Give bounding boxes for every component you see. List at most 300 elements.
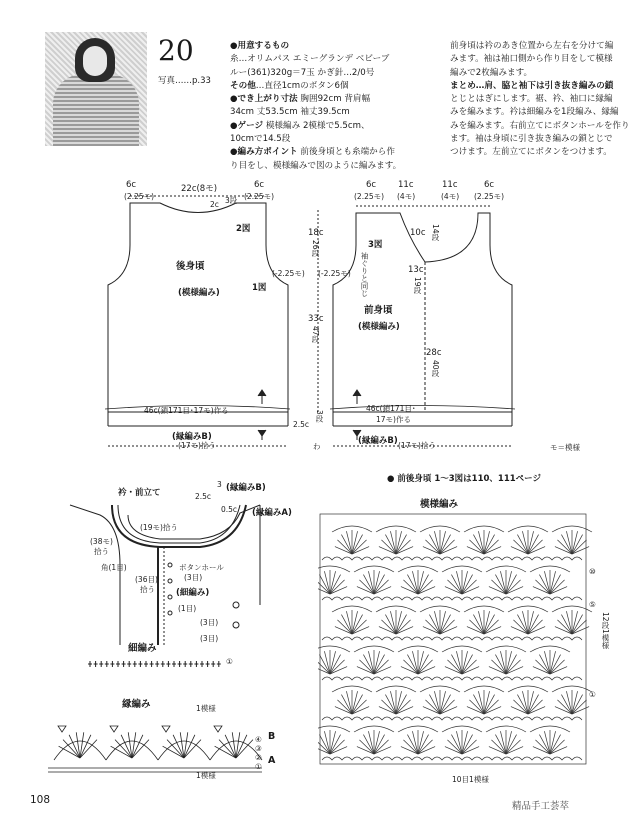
chart-fan-stitch xyxy=(522,531,528,554)
chart-fan-stitch xyxy=(445,587,462,594)
chart-fan-stitch xyxy=(528,700,543,714)
chart-fan-stitch xyxy=(418,667,435,674)
collar-r3: (3目) xyxy=(200,618,219,627)
chart-chain-row xyxy=(322,557,582,560)
chart-fan-stitch xyxy=(566,611,572,634)
chart-fan-stitch xyxy=(478,611,484,634)
front-same: 袖ぐりと同じ xyxy=(360,252,369,297)
chart-fan-stitch xyxy=(469,540,484,554)
points-text-2: り目をし、模様編みで図のように編みます。 xyxy=(230,160,402,171)
chart-fan-stitch xyxy=(462,655,473,674)
chart-fan-stitch xyxy=(423,627,440,634)
points-label: ●編み方ポイント xyxy=(230,147,298,158)
chart-fan-stitch xyxy=(451,655,462,674)
chart-fan-stitch xyxy=(572,691,578,714)
chart-fan-stitch xyxy=(447,660,462,674)
chart-fan-stitch xyxy=(440,615,451,634)
chart-fan-stitch xyxy=(418,747,435,754)
chart-fan-stitch xyxy=(346,611,352,634)
chart-fan-stitch xyxy=(484,540,499,554)
chart-row-marker: ⑤ xyxy=(589,600,596,609)
chart-fan-stitch xyxy=(385,615,396,634)
chart-fan-stitch xyxy=(462,731,468,754)
chart-fan-stitch xyxy=(467,547,484,554)
chart-fan-stitch xyxy=(456,651,462,674)
chart-fan-stitch xyxy=(506,651,512,674)
chart-fan-stitch xyxy=(561,695,572,714)
chart-fan-stitch xyxy=(517,535,528,554)
chart-chain-row xyxy=(322,717,582,720)
gauge-label: ●ゲージ xyxy=(230,120,264,131)
chart-fan-stitch xyxy=(352,627,369,634)
front-top-mid2-sub: (4モ) xyxy=(441,192,460,201)
chart-fan-stitch xyxy=(363,735,374,754)
chart-row-marker: ⑩ xyxy=(589,567,596,576)
chart-fan-stitch xyxy=(513,540,528,554)
chart-fan-stitch xyxy=(550,731,556,754)
sc-title: 細編み xyxy=(128,643,157,654)
chart-fan-stitch xyxy=(346,531,352,554)
chart-fan-stitch xyxy=(440,535,451,554)
chart-fan-stitch xyxy=(495,575,506,594)
chart-fan-stitch xyxy=(396,695,407,714)
edging-picot xyxy=(214,726,222,732)
chart-fan-stitch xyxy=(506,575,517,594)
edging-picot xyxy=(110,726,118,732)
chart-fan-stitch xyxy=(357,587,374,594)
edging-row: ② xyxy=(255,753,262,762)
chart-fan-stitch xyxy=(506,571,512,594)
instructions-line: みを編みます。衿は細編みを1段編み、縁編 xyxy=(450,107,619,118)
collar-edge-a: (縁編みA) xyxy=(252,508,292,518)
chart-fan-stitch xyxy=(484,627,501,634)
chart-fan-stitch xyxy=(330,575,341,594)
chart-fan-stitch xyxy=(528,627,545,634)
front-side: (-2.25モ) xyxy=(318,269,351,278)
chart-fan-stitch xyxy=(513,620,528,634)
front-body-outline xyxy=(333,213,512,412)
chart-fan-stitch xyxy=(491,660,506,674)
chart-fan-stitch xyxy=(418,571,424,594)
materials-other-label: その他 xyxy=(230,80,256,91)
chart-chain-row xyxy=(322,677,582,680)
chart-fan-stitch xyxy=(396,531,402,554)
chart-fan-stitch xyxy=(429,615,440,634)
chart-fan-stitch xyxy=(418,580,433,594)
chart-fan-stitch xyxy=(550,580,565,594)
chart-fan-stitch xyxy=(484,700,499,714)
chart-fan-stitch xyxy=(550,667,567,674)
chart-fan-stitch xyxy=(374,655,385,674)
chart-fan-stitch xyxy=(528,620,543,634)
chart-fan-stitch xyxy=(478,531,484,554)
chart-fan-stitch xyxy=(379,627,396,634)
chart-fan-stitch xyxy=(425,700,440,714)
front-fig3: 3図 xyxy=(368,240,383,250)
chart-fan-stitch xyxy=(352,540,367,554)
chart-fan-stitch xyxy=(489,587,506,594)
chart-fan-stitch xyxy=(535,660,550,674)
front-top-mid1: 11c xyxy=(398,180,414,190)
pattern-chart xyxy=(318,510,608,772)
chart-fan-stitch xyxy=(401,667,418,674)
edging-row: ① xyxy=(255,762,262,771)
back-edging: (縁編みB) xyxy=(172,432,212,442)
chart-fan-stitch xyxy=(572,695,583,714)
chart-fan-stitch xyxy=(451,575,462,594)
chart-fan-stitch xyxy=(352,615,363,634)
chart-fan-stitch xyxy=(418,660,433,674)
chart-fan-stitch xyxy=(434,691,440,714)
chart-fan-stitch xyxy=(528,707,545,714)
chart-fan-stitch xyxy=(506,667,523,674)
collar-r3b: (3目) xyxy=(200,634,219,643)
points-text: 前後身頃とも糸端から作 xyxy=(297,147,395,158)
chart-fan-stitch xyxy=(555,547,572,554)
size-text-2: 34cm 丈53.5cm 袖丈39.5cm xyxy=(230,107,350,118)
chart-fan-stitch xyxy=(363,575,374,594)
chart-fan-stitch xyxy=(550,735,561,754)
chart-fan-stitch xyxy=(396,707,413,714)
materials-heading: ●用意するもの xyxy=(230,41,290,51)
chart-fan-stitch xyxy=(572,540,587,554)
chart-fan-stitch xyxy=(352,531,358,554)
chart-fan-stitch xyxy=(484,615,495,634)
chart-fan-stitch xyxy=(330,571,336,594)
instructions-line: とじとはぎにします。裾、衿、袖口に縁編 xyxy=(450,94,613,105)
chart-fan-stitch xyxy=(396,627,413,634)
chart-fan-stitch xyxy=(352,611,358,634)
edging-repeat-top: 1模様 xyxy=(196,704,216,713)
instructions-line: ます。袖は身頃に引き抜き編みの鎖とじで xyxy=(450,134,613,145)
front-neck: 10c xyxy=(410,228,426,238)
front-cast-on-2: 17モ)作る xyxy=(376,415,411,424)
chart-fan-stitch xyxy=(469,700,484,714)
materials-other: …直径1cmのボタン6個 xyxy=(255,80,349,91)
figures-note: ● 前後身頃 1～3図は110、111ページ xyxy=(387,474,541,484)
front-top-mid1-sub: (4モ) xyxy=(397,192,416,201)
chart-fan-stitch xyxy=(357,667,374,674)
chart-fan-stitch xyxy=(528,535,539,554)
chart-fan-stitch xyxy=(440,700,455,714)
chart-fan-stitch xyxy=(412,731,418,754)
chart-fan-stitch xyxy=(440,540,455,554)
collar-pickup38: (38モ) xyxy=(90,537,113,546)
body-dim: 33c xyxy=(308,314,324,324)
edging-picot xyxy=(58,726,66,732)
chart-fan-stitch xyxy=(550,575,561,594)
chart-fan-stitch xyxy=(337,540,352,554)
chart-fan-stitch xyxy=(467,707,484,714)
front-stitch: (模様編み) xyxy=(358,322,400,332)
chart-fan-stitch xyxy=(535,740,550,754)
instructions-line: 編みで2枚編みます。 xyxy=(450,67,533,78)
chart-fan-stitch xyxy=(462,571,468,594)
chart-fan-stitch xyxy=(330,731,336,754)
chart-fan-stitch xyxy=(381,700,396,714)
chart-fan-stitch xyxy=(319,575,330,594)
chart-fan-stitch xyxy=(440,707,457,714)
chart-fan-stitch xyxy=(359,660,374,674)
chart-fan-stitch xyxy=(544,731,550,754)
chart-fan-stitch xyxy=(374,660,389,674)
chart-fan-stitch xyxy=(352,691,358,714)
chart-chain-row xyxy=(322,637,582,640)
edging-chart xyxy=(44,712,274,774)
chart-fan-stitch xyxy=(473,695,484,714)
chart-fan-stitch xyxy=(462,660,477,674)
chart-fan-stitch xyxy=(533,667,550,674)
chart-title: 模様編み xyxy=(420,499,459,510)
chart-fan-stitch xyxy=(572,531,578,554)
chart-fan-stitch xyxy=(456,731,462,754)
chart-fan-stitch xyxy=(407,655,418,674)
chart-fan-stitch xyxy=(550,747,567,754)
chart-fan-stitch xyxy=(385,535,396,554)
chart-fan-stitch xyxy=(544,571,550,594)
chart-fan-stitch xyxy=(418,651,424,674)
chart-fan-stitch xyxy=(330,740,345,754)
chart-row-marker: ① xyxy=(589,690,596,699)
chart-fan-stitch xyxy=(440,611,446,634)
chart-fan-stitch xyxy=(418,655,429,674)
chart-fan-stitch xyxy=(513,700,528,714)
front-13-rows: 19段 xyxy=(413,277,422,295)
chart-fan-stitch xyxy=(440,547,457,554)
chart-fan-arc xyxy=(318,566,350,572)
collar-r1: (1目) xyxy=(178,604,197,613)
chart-fan-stitch xyxy=(561,535,572,554)
size-text: 胸囲92cm 背肩幅 xyxy=(297,94,371,105)
chart-fan-stitch xyxy=(374,571,380,594)
chart-fan-stitch xyxy=(341,535,352,554)
sc-row-number: ① xyxy=(226,657,233,666)
chart-fan-stitch xyxy=(528,547,545,554)
back-top-right: 6c xyxy=(254,180,265,190)
chart-fan-stitch xyxy=(324,731,330,754)
chart-fan-stitch xyxy=(469,620,484,634)
chart-fan-stitch xyxy=(528,615,539,634)
materials-yarn: 糸…オリムパス エミーグランデ ベビーブ xyxy=(230,54,390,65)
front-title: 前身頃 xyxy=(364,305,393,316)
chart-fan-stitch xyxy=(550,655,561,674)
chart-fan-stitch xyxy=(456,571,462,594)
chart-fan-stitch xyxy=(484,620,499,634)
collar-buttonhole: ボタンホール xyxy=(179,563,224,572)
chart-fan-stitch xyxy=(473,535,484,554)
chart-fan-stitch xyxy=(440,695,451,714)
edging-label-a: A xyxy=(268,755,276,766)
front-cast-on: 46c(鎖171目･ xyxy=(366,404,416,413)
chart-fan-stitch xyxy=(403,660,418,674)
front-top-mid2: 11c xyxy=(442,180,458,190)
chart-fan-stitch xyxy=(324,651,330,674)
collar-pickup36: (36目) xyxy=(135,575,158,584)
chart-fan-stitch xyxy=(517,695,528,714)
chart-fan-stitch xyxy=(462,587,479,594)
chart-fan-stitch xyxy=(566,531,572,554)
chart-fan-stitch xyxy=(335,627,352,634)
chart-fan-stitch xyxy=(484,691,490,714)
chart-fan-stitch xyxy=(491,740,506,754)
chart-fan-stitch xyxy=(495,735,506,754)
chart-fan-stitch xyxy=(445,667,462,674)
chart-fan-stitch xyxy=(425,540,440,554)
chart-fan-stitch xyxy=(330,655,341,674)
chart-fan-stitch xyxy=(390,531,396,554)
chart-fan-stitch xyxy=(418,731,424,754)
gauge-text-2: 10cmで14.5段 xyxy=(230,134,291,145)
materials-yarn-2: ルー(361)320g＝7玉 かぎ針…2/0号 xyxy=(230,67,375,78)
chart-fan-stitch xyxy=(352,535,363,554)
chart-fan-stitch xyxy=(462,735,473,754)
chart-fan-stitch xyxy=(506,655,517,674)
chart-fan-stitch xyxy=(352,695,363,714)
back-title: 後身頃 xyxy=(176,261,205,272)
chart-fan-stitch xyxy=(451,735,462,754)
instructions-line: まとめ…肩、脇と袖下は引き抜き編みの鎖 xyxy=(450,80,614,91)
chart-fan-stitch xyxy=(396,691,402,714)
chart-fan-stitch xyxy=(491,580,506,594)
chart-fan-stitch xyxy=(352,700,367,714)
photo-reference: 写真……p.33 xyxy=(158,76,211,86)
chart-fan-stitch xyxy=(555,627,572,634)
chart-fan-stitch xyxy=(412,651,418,674)
chart-fan-stitch xyxy=(403,740,418,754)
chart-fan-stitch xyxy=(357,747,374,754)
chart-fan-stitch xyxy=(381,620,396,634)
chart-fan-stitch xyxy=(539,735,550,754)
chart-fan-stitch xyxy=(544,651,550,674)
chart-fan-stitch xyxy=(319,735,330,754)
chart-fan-stitch xyxy=(335,707,352,714)
chart-fan-stitch xyxy=(550,587,567,594)
chart-fan-stitch xyxy=(495,655,506,674)
chart-fan-stitch xyxy=(550,571,556,594)
chart-fan-stitch xyxy=(522,691,528,714)
chart-fan-stitch xyxy=(500,651,506,674)
chart-fan-stitch xyxy=(539,655,550,674)
chart-fan-stitch xyxy=(401,587,418,594)
chart-fan-stitch xyxy=(330,580,345,594)
chart-fan-stitch xyxy=(528,611,534,634)
chart-fan-stitch xyxy=(363,655,374,674)
front-top-right: 6c xyxy=(484,180,495,190)
chart-fan-stitch xyxy=(511,547,528,554)
chart-fan-stitch xyxy=(403,580,418,594)
chart-fan-stitch xyxy=(557,700,572,714)
chart-fan-stitch xyxy=(561,615,572,634)
chart-fan-stitch xyxy=(418,575,429,594)
edging-label-b: B xyxy=(268,731,276,742)
chart-fan-stitch xyxy=(374,575,385,594)
chart-fan-stitch xyxy=(572,627,589,634)
chart-fan-stitch xyxy=(368,571,374,594)
chart-fan-stitch xyxy=(368,731,374,754)
chart-fan-stitch xyxy=(572,707,589,714)
chart-fan-arc xyxy=(318,726,350,732)
chart-fan-stitch xyxy=(379,707,396,714)
collar-stitch: (細編み) xyxy=(176,588,210,598)
edging-row: ④ xyxy=(255,735,262,744)
chart-fan-stitch xyxy=(506,747,523,754)
chart-fan-stitch xyxy=(335,547,352,554)
back-cast-on: 46c(鎖171目･17モ)作る xyxy=(144,406,229,415)
chart-fan-stitch xyxy=(385,695,396,714)
edging-title: 縁編み xyxy=(122,699,151,710)
front-top-left-sub: (2.25モ) xyxy=(354,192,385,201)
chart-fan-stitch xyxy=(447,580,462,594)
collar-corner: 角(1目) xyxy=(101,563,127,572)
chart-fan-stitch xyxy=(522,611,528,634)
front-28-rows: 40段 xyxy=(431,360,440,378)
chart-fan-stitch xyxy=(462,651,468,674)
chart-fan-stitch xyxy=(352,620,367,634)
chart-fan-stitch xyxy=(484,547,501,554)
chart-fan-stitch xyxy=(337,700,352,714)
armhole-rows: 26段 xyxy=(311,240,320,258)
chart-fan-stitch xyxy=(572,611,578,634)
chart-fan-stitch xyxy=(374,587,391,594)
chart-fan-stitch xyxy=(557,620,572,634)
chart-fan-stitch xyxy=(528,695,539,714)
chart-fan-stitch xyxy=(374,735,385,754)
chart-fan-stitch xyxy=(374,667,391,674)
chart-fan-stitch xyxy=(462,580,477,594)
chart-fan-stitch xyxy=(330,587,347,594)
chart-fan-stitch xyxy=(390,611,396,634)
chart-fan-stitch xyxy=(359,580,374,594)
back-side: (-2.25モ) xyxy=(272,269,305,278)
chart-fan-stitch xyxy=(434,611,440,634)
legend: モ＝模様 xyxy=(550,443,580,452)
chart-chain-row xyxy=(322,757,582,760)
chart-fan-stitch xyxy=(374,747,391,754)
chart-fan-stitch xyxy=(506,735,517,754)
chart-fan-stitch xyxy=(418,735,429,754)
gauge-text: 模様編み 2模様で5.5cm、 xyxy=(263,120,370,131)
pattern-number: 20 xyxy=(158,34,194,67)
back-fig2: 2図 xyxy=(236,224,251,234)
back-neck: 2c xyxy=(210,200,219,209)
sc-row xyxy=(86,656,236,672)
chart-fan-stitch xyxy=(330,735,341,754)
chart-fan-stitch xyxy=(390,691,396,714)
chart-fan-stitch xyxy=(500,731,506,754)
front-28: 28c xyxy=(426,348,442,358)
chart-fan-stitch xyxy=(440,627,457,634)
front-pickup: (17モ)拾う xyxy=(398,441,436,450)
chart-fan-stitch xyxy=(374,651,380,674)
back-fig1: 1図 xyxy=(252,283,267,293)
chart-fan-stitch xyxy=(467,627,484,634)
chart-fan-stitch xyxy=(462,747,479,754)
chart-fan-stitch xyxy=(462,575,473,594)
watermark: 精品手工荟萃 xyxy=(512,801,570,812)
chart-fan-stitch xyxy=(440,620,455,634)
chart-fan-stitch xyxy=(374,740,389,754)
chart-fan-stitch xyxy=(330,747,347,754)
chart-fan-stitch xyxy=(381,540,396,554)
chart-fan-stitch xyxy=(407,735,418,754)
chart-fan-stitch xyxy=(368,651,374,674)
chart-fan-stitch xyxy=(337,620,352,634)
chart-fan-stitch xyxy=(396,620,411,634)
wa-mark: わ xyxy=(313,442,321,451)
chart-fan-stitch xyxy=(489,747,506,754)
chart-fan-stitch xyxy=(418,740,433,754)
chart-fan-stitch xyxy=(396,611,402,634)
